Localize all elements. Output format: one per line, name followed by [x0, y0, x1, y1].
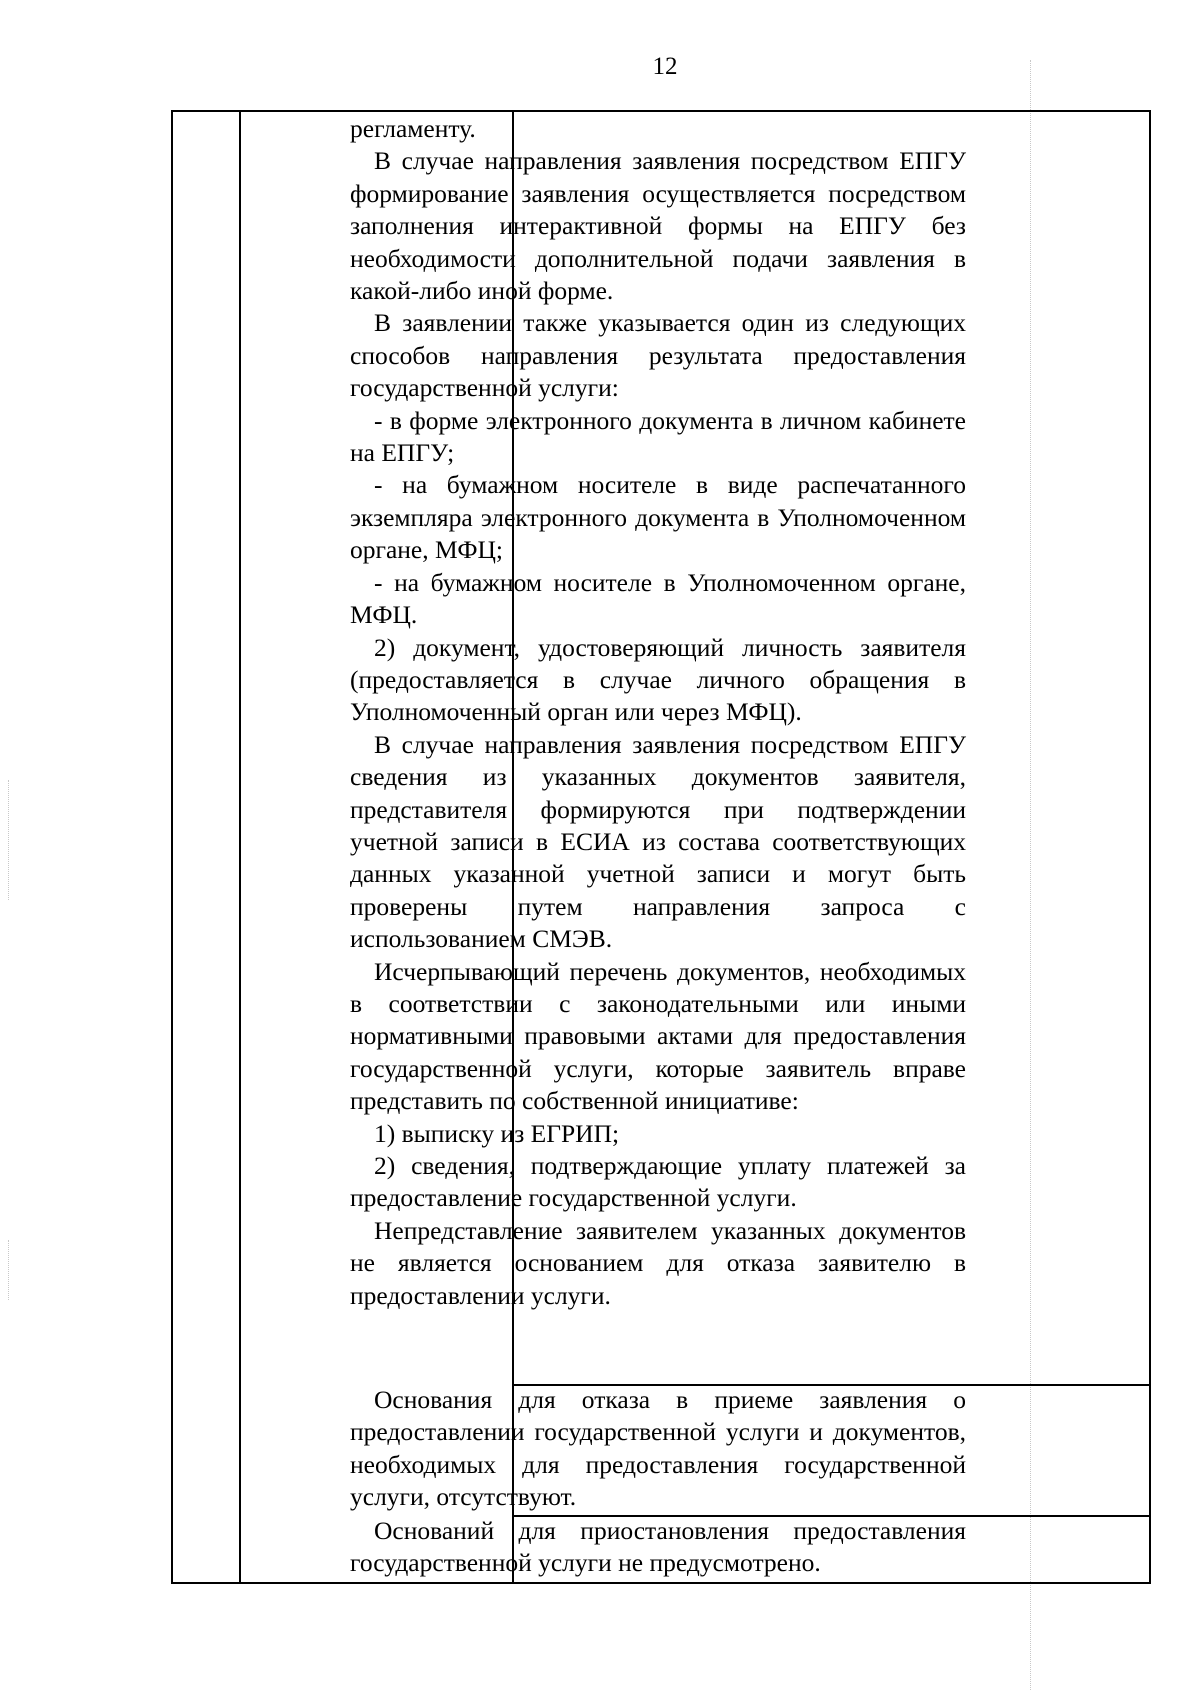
table-column-divider [239, 112, 241, 1582]
table-cell-refusal-grounds [350, 1384, 966, 1514]
list-item: - на бумажном носителе в виде распечатанного экземпляра электронного документа в Уполномоченном органе, МФЦ; [350, 470, 966, 565]
page-number: 12 [652, 53, 678, 80]
paragraph: В случае направления заявления посредством ЕПГУ формирование заявления осуществляется посредством заполнения интерактивной формы на ЕПГУ без необходимости дополнительной подачи заявления в какой-либо иной форме. [350, 146, 966, 306]
list-item: 2) документ, удостоверяющий личность заявителя (предоставляется в случае личного обращения в Уполномоченный орган или через МФЦ). [350, 632, 966, 727]
list-item: 1) выписку из ЕГРИП; [374, 1118, 620, 1148]
paragraph: В случае направления заявления посредством ЕПГУ сведения из указанных документов заявителя, представителя формируются при подтверждении учетной записи в ЕСИА из состава соответствующих данных указанной учетной записи и могут быть проверены путем направления запроса с использованием СМЭВ. [350, 729, 966, 954]
paragraph: В заявлении также указывается один из следующих способов направления результата предоставления государственной услуги: [350, 308, 966, 403]
scan-artifact-line-left [8, 780, 9, 900]
table-cell-suspension-grounds [350, 1515, 966, 1580]
paragraph: регламенту. [350, 114, 476, 143]
table-cell-documents [350, 113, 966, 1312]
list-item: - на бумажном носителе в Уполномоченном органе, МФЦ. [350, 567, 966, 630]
list-item: 2) сведения, подтверждающие уплату платежей за предоставление государственной услуги. [350, 1151, 966, 1213]
paragraph: Основания для отказа в приеме заявления о предоставлении государственной услуги и документов, необходимых для предоставления государственной услуги, отсутствуют. [350, 1385, 966, 1512]
paragraph: Непредставление заявителем указанных документов не является основанием для отказа заявителю в предоставлении услуги. [350, 1215, 966, 1310]
paragraph: Исчерпывающий перечень документов, необходимых в соответствии с законодательными или иными нормативными правовыми актами для предоставления государственной услуги, которые заявитель вправе представить по собственной инициативе: [350, 956, 966, 1116]
list-item: - в форме электронного документа в личном кабинете на ЕПГУ; [350, 405, 966, 468]
scan-artifact-line-left [8, 1240, 9, 1300]
paragraph: Оснований для приостановления предоставления государственной услуги не предусмотрено. [350, 1516, 966, 1578]
